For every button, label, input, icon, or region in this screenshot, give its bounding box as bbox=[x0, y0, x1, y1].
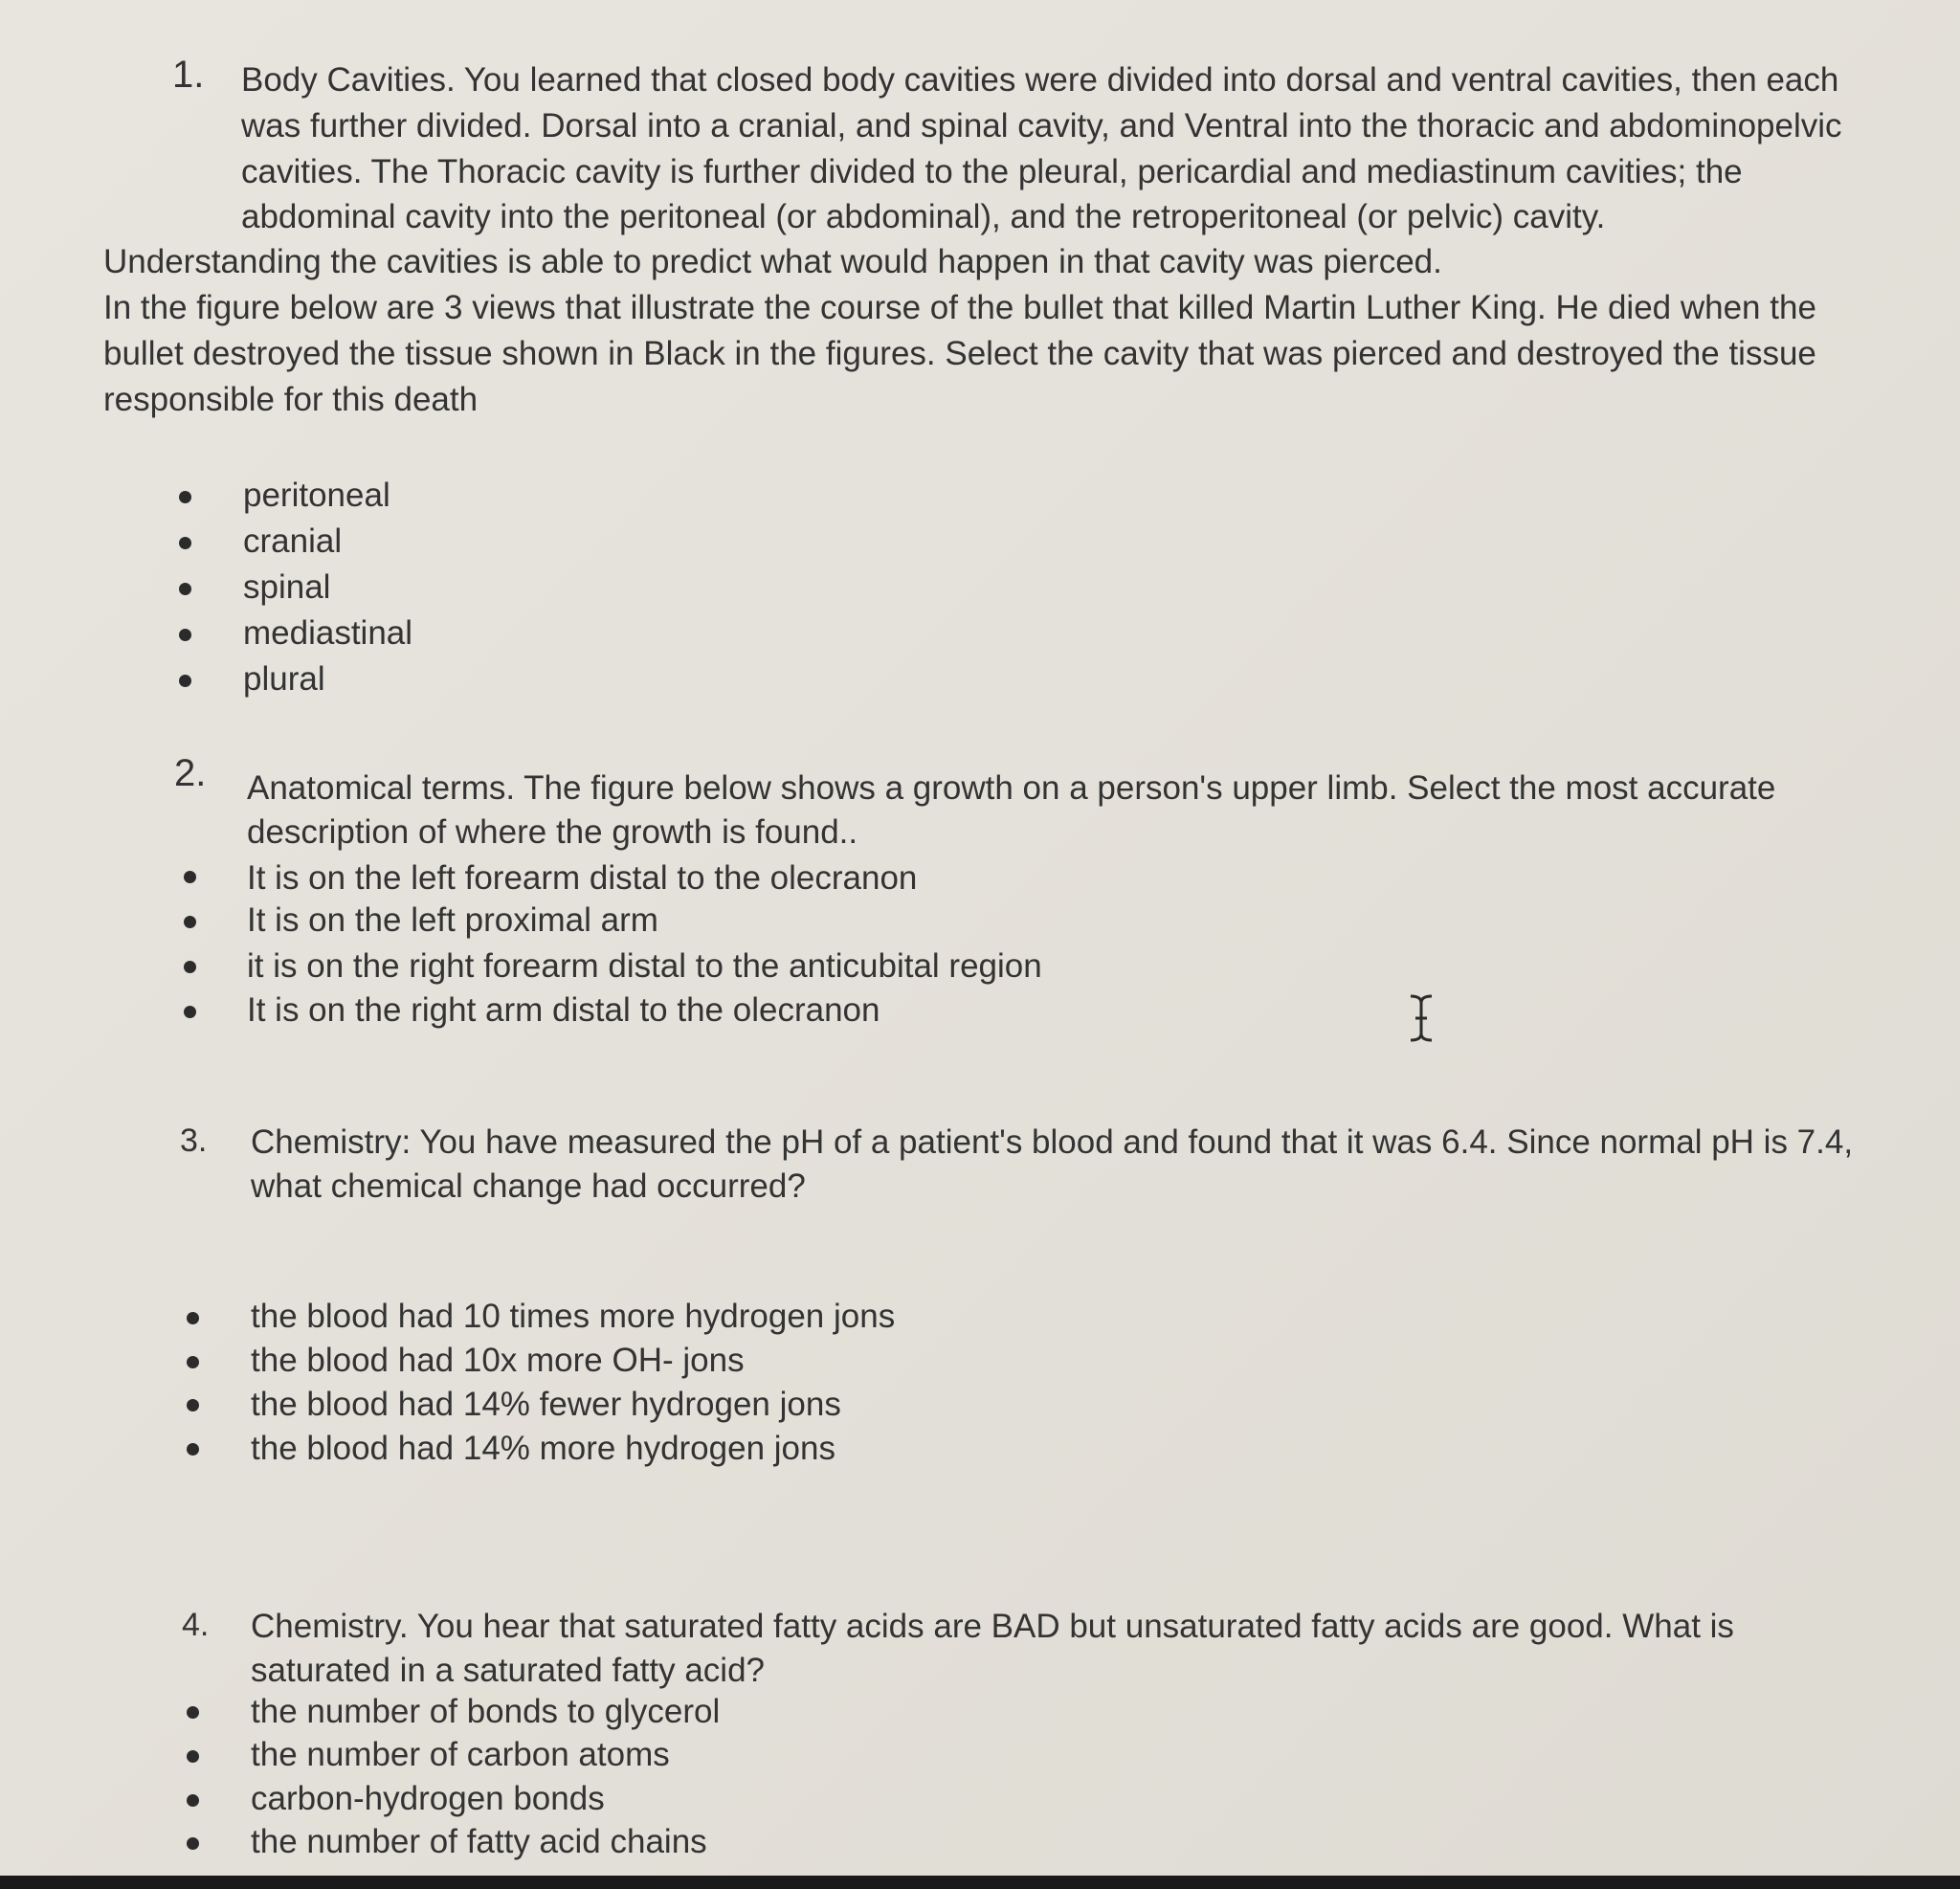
question-2-option-2[interactable]: It is on the left proximal arm bbox=[247, 901, 658, 939]
bullet bbox=[179, 675, 191, 687]
bullet bbox=[184, 916, 196, 928]
question-4-option-3[interactable]: carbon-hydrogen bonds bbox=[251, 1780, 605, 1817]
question-1-option-3[interactable]: spinal bbox=[243, 568, 331, 606]
question-1-option-2[interactable]: cranial bbox=[243, 522, 343, 560]
question-1-prompt-line-3: cavities. The Thoracic cavity is further divided to the pleural, pericardial and mediastinum cavities; the bbox=[241, 153, 1743, 190]
bullet bbox=[187, 1312, 199, 1324]
question-1-body-line-2: In the figure below are 3 views that illustrate the course of the bullet that killed Martin Luther King. He died when the bbox=[103, 289, 1816, 326]
question-2-prompt-line-1: Anatomical terms. The figure below shows a growth on a person's upper limb. Select the most accurate bbox=[247, 769, 1776, 807]
question-1-prompt-line-2: was further divided. Dorsal into a cranial, and spinal cavity, and Ventral into the thoracic and abdominopelvic bbox=[241, 107, 1842, 144]
question-2-option-3[interactable]: it is on the right forearm distal to the anticubital region bbox=[247, 947, 1042, 985]
question-4-number: 4. bbox=[182, 1607, 210, 1643]
question-1-option-1[interactable]: peritoneal bbox=[243, 477, 390, 514]
question-3-option-2[interactable]: the blood had 10x more OH- jons bbox=[251, 1342, 745, 1379]
question-3-option-3[interactable]: the blood had 14% fewer hydrogen jons bbox=[251, 1386, 841, 1423]
bullet bbox=[187, 1794, 199, 1807]
question-3-prompt-line-1: Chemistry: You have measured the pH of a patient's blood and found that it was 6.4. Since normal pH is 7.4, bbox=[251, 1123, 1854, 1161]
bullet bbox=[187, 1356, 199, 1368]
question-1-prompt-line-4: abdominal cavity into the peritoneal (or abdominal), and the retroperitoneal (or pelvic) cavity. bbox=[241, 198, 1606, 235]
bullet bbox=[187, 1837, 199, 1850]
text-cursor-ibeam-icon bbox=[1407, 993, 1436, 1043]
bullet bbox=[187, 1399, 199, 1411]
question-1-prompt-line-1: Body Cavities. You learned that closed body cavities were divided into dorsal and ventral cavities, then each bbox=[241, 61, 1839, 99]
question-3-number: 3. bbox=[180, 1122, 208, 1159]
question-4-prompt-line-1: Chemistry. You hear that saturated fatty acids are BAD but unsaturated fatty acids are good. What is bbox=[251, 1608, 1734, 1645]
question-2-option-4[interactable]: It is on the right arm distal to the olecranon bbox=[247, 991, 880, 1029]
bullet bbox=[184, 1006, 196, 1018]
question-4-option-4[interactable]: the number of fatty acid chains bbox=[251, 1823, 707, 1860]
question-2-option-1[interactable]: It is on the left forearm distal to the olecranon bbox=[247, 859, 918, 897]
question-1-option-5[interactable]: plural bbox=[243, 660, 325, 698]
screen-bezel bbox=[0, 1876, 1960, 1889]
question-1-body-line-1: Understanding the cavities is able to predict what would happen in that cavity was pierced. bbox=[103, 243, 1442, 280]
question-4-prompt-line-2: saturated in a saturated fatty acid? bbox=[251, 1652, 765, 1689]
bullet bbox=[179, 629, 191, 641]
bullet bbox=[187, 1443, 199, 1456]
bullet bbox=[179, 491, 191, 503]
question-1-number: 1. bbox=[172, 54, 205, 96]
bullet bbox=[184, 961, 196, 973]
bullet bbox=[184, 871, 196, 883]
question-3-option-4[interactable]: the blood had 14% more hydrogen jons bbox=[251, 1430, 835, 1467]
question-3-option-1[interactable]: the blood had 10 times more hydrogen jons bbox=[251, 1298, 896, 1335]
bullet bbox=[179, 583, 191, 595]
question-1-option-4[interactable]: mediastinal bbox=[243, 614, 413, 652]
bullet bbox=[179, 537, 191, 549]
question-2-number: 2. bbox=[174, 752, 207, 794]
question-2-prompt-line-2: description of where the growth is found.. bbox=[247, 813, 858, 851]
question-4-option-1[interactable]: the number of bonds to glycerol bbox=[251, 1693, 721, 1730]
question-4-option-2[interactable]: the number of carbon atoms bbox=[251, 1736, 670, 1773]
bullet bbox=[187, 1706, 199, 1719]
question-1-body-line-3: bullet destroyed the tissue shown in Black in the figures. Select the cavity that was pierced and destroyed the tissue bbox=[103, 335, 1816, 372]
question-1-body-line-4: responsible for this death bbox=[103, 381, 479, 418]
question-3-prompt-line-2: what chemical change had occurred? bbox=[251, 1167, 806, 1205]
bullet bbox=[187, 1750, 199, 1763]
